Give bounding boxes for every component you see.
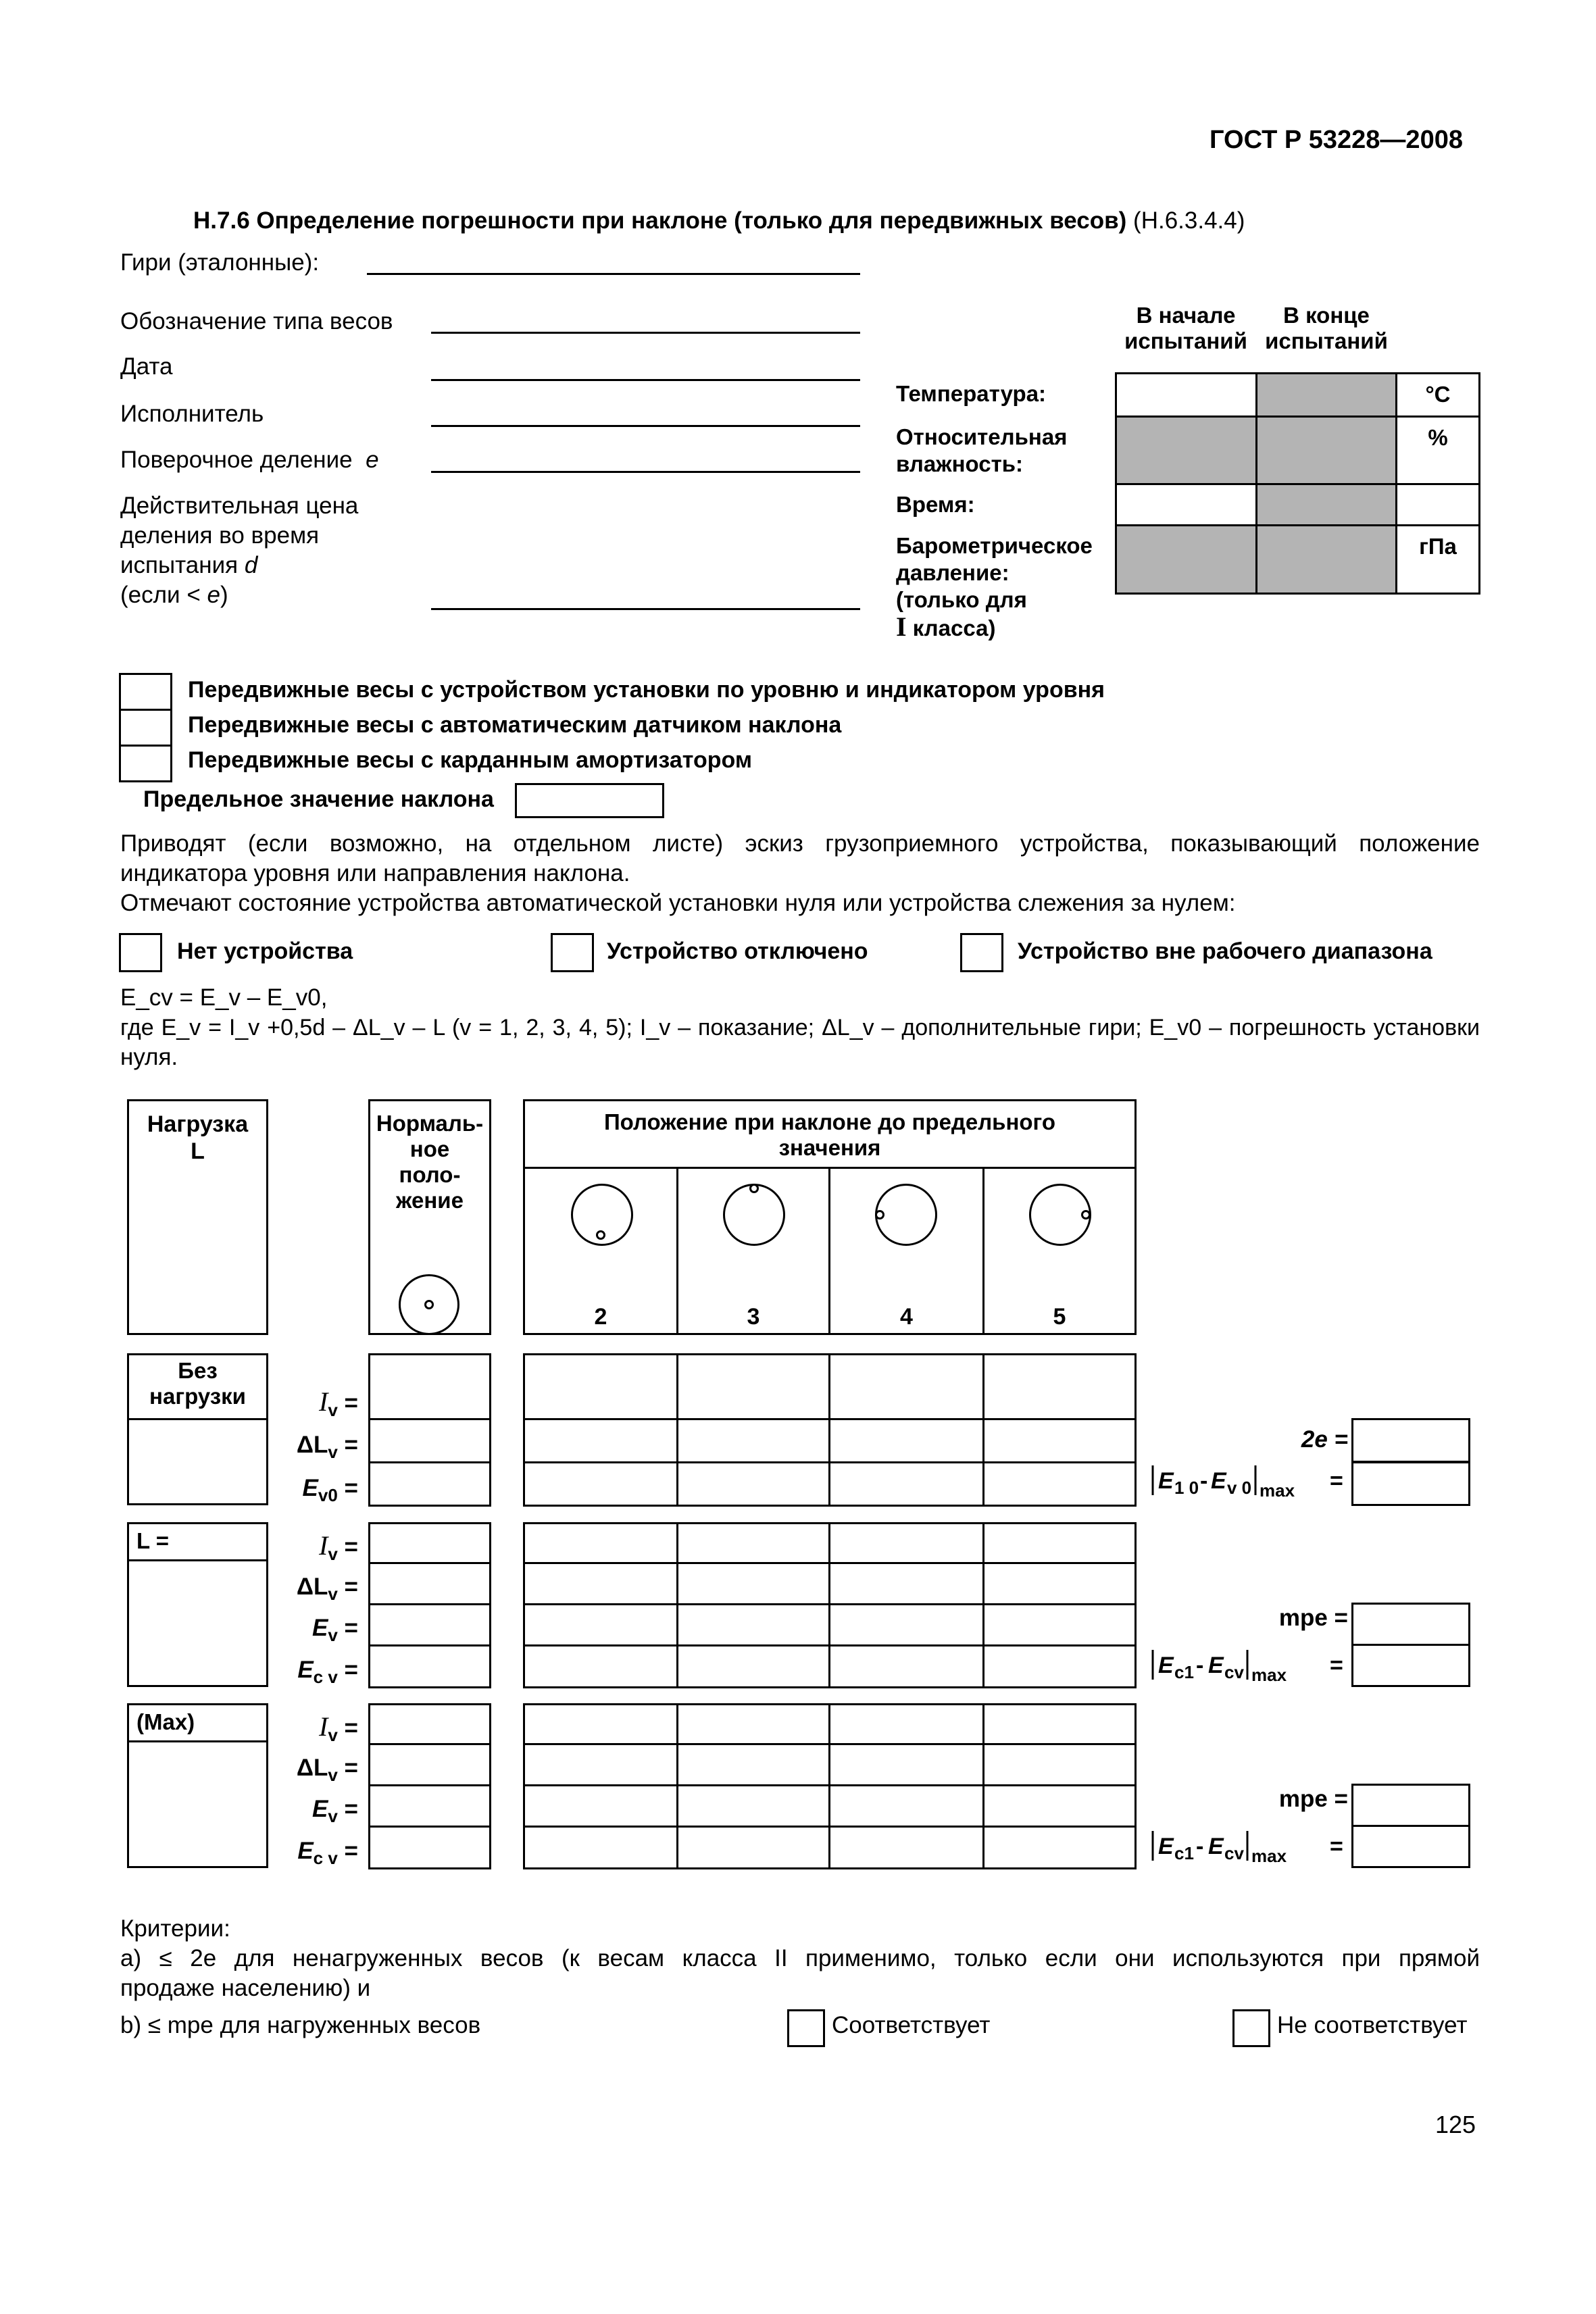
max-row-1-col-3[interactable] — [676, 1703, 830, 1745]
env-temp-label: Температура: — [896, 381, 1047, 406]
load-header-2: L — [191, 1138, 205, 1164]
actual-line-1: Действительная цена — [120, 493, 359, 519]
opt2-label: Передвижные весы с автоматическим датчиком наклона — [188, 712, 842, 738]
max-row-equals-3: = — [337, 1796, 358, 1822]
noload-row-3-col-1[interactable] — [368, 1461, 491, 1507]
opt3-checkbox[interactable] — [119, 745, 172, 782]
load-row-equals-2: = — [337, 1574, 358, 1600]
para1-line1: Приводят (если возможно, на отдельном листе) эскиз грузоприемного устройства, показывающий положение — [120, 830, 1480, 857]
normal-header-1: Нормаль- — [376, 1111, 484, 1136]
max-row-2-col-4[interactable] — [828, 1743, 984, 1786]
noload-row-1-col-4[interactable] — [828, 1353, 984, 1420]
doc-id: ГОСТ Р 53228—2008 — [1210, 126, 1463, 154]
level-bubble-bottom — [596, 1230, 605, 1240]
max-row-subscript-4: c v — [313, 1848, 338, 1868]
load-row-1-col-3[interactable] — [676, 1522, 830, 1564]
svg-text:-: - — [1196, 1653, 1204, 1678]
e10-ev0-label — [1149, 1461, 1348, 1503]
noload-row-equals-1: = — [337, 1390, 358, 1416]
level-bubble-right — [1081, 1210, 1091, 1219]
load-row-4-col-1[interactable] — [368, 1644, 491, 1688]
e10-ev0-formula — [1149, 1461, 1348, 1503]
noload-row-3-col-4[interactable] — [828, 1461, 984, 1507]
env-baro-label — [896, 532, 1093, 642]
criteria-a-1: a) ≤ 2e для ненагруженных весов (к весам класса II применимо, только если они используются при прямой — [120, 1945, 1480, 1971]
max-row-4-col-1[interactable] — [368, 1826, 491, 1869]
tilt-header-1: Положение при наклоне до предельного — [603, 1109, 1056, 1134]
load-row-1-col-1[interactable] — [368, 1522, 491, 1564]
noload-row-label-1 — [264, 1388, 358, 1424]
svg-text:=: = — [1330, 1468, 1343, 1494]
noload-divider — [127, 1418, 268, 1420]
load-row-subscript-1: v — [328, 1544, 338, 1564]
load-header-1: Нагрузка — [147, 1111, 249, 1137]
verif-div-label — [120, 446, 379, 474]
level-circle-3 — [723, 1184, 785, 1246]
max-row-2-col-3[interactable] — [676, 1743, 830, 1786]
noload-row-subscript-2: v — [328, 1442, 338, 1462]
load-row-subscript-4: c v — [313, 1667, 338, 1687]
tilt-header — [523, 1099, 1137, 1169]
svg-text:E: E — [1208, 1834, 1224, 1859]
zero-none-checkbox[interactable] — [119, 933, 162, 972]
actual-line-4-b: ) — [220, 582, 228, 608]
env-col-end-1: В конце — [1283, 303, 1370, 328]
max-row-label-3 — [264, 1796, 358, 1830]
noload-row-3-col-3[interactable] — [676, 1461, 830, 1507]
noload-row-symbol-2: ΔL — [296, 1432, 328, 1458]
env-hum-label — [896, 424, 1067, 478]
env-col-end-2: испытаний — [1265, 328, 1388, 353]
max-row-subscript-3: v — [328, 1806, 338, 1826]
load-row-symbol-2: ΔL — [296, 1574, 328, 1600]
verif-div-line[interactable] — [431, 471, 860, 473]
tilt-header-2: значения — [778, 1135, 881, 1160]
svg-text:=: = — [1330, 1653, 1343, 1678]
normal-header-3: поло- — [399, 1162, 461, 1187]
load-row-2-col-1[interactable] — [368, 1562, 491, 1605]
noload-row-1-col-5[interactable] — [982, 1353, 1137, 1420]
date-label: Дата — [120, 353, 173, 380]
max-row-symbol-4: E — [297, 1838, 314, 1864]
l-divider[interactable] — [127, 1559, 268, 1561]
ec1-ecv-formula-2 — [1149, 1827, 1348, 1869]
opt3-label: Передвижные весы с карданным амортизатором — [188, 747, 752, 773]
level-bubble-center — [424, 1300, 434, 1309]
max-row-symbol-3: E — [312, 1796, 328, 1822]
criteria-title: Критерии: — [120, 1915, 230, 1942]
para2: Отмечают состояние устройства автоматической установки нуля или устройства слежения за нулем: — [120, 890, 1236, 916]
load-row-label-4 — [264, 1657, 358, 1690]
notok-checkbox[interactable] — [1232, 2009, 1270, 2047]
max-row-subscript-2: v — [328, 1765, 338, 1785]
load-row-2-col-2[interactable] — [523, 1562, 678, 1605]
criteria-b: b) ≤ mpe для нагруженных весов — [120, 2012, 481, 2038]
max-row-1-col-4[interactable] — [828, 1703, 984, 1745]
load-row-3-col-3[interactable] — [676, 1603, 830, 1646]
max-row-1-col-1[interactable] — [368, 1703, 491, 1745]
executor-label: Исполнитель — [120, 401, 264, 427]
formula-where-1: где E_v = I_v +0,5d – ΔL_v – L (v = 1, 2, 3, 4, 5); I_v – показание; ΔL_v – дополнительные гири; E_v0 – погрешность установки — [120, 1015, 1480, 1040]
env-baro-1: Барометрическое — [896, 533, 1093, 558]
env-col-end — [1255, 303, 1397, 354]
max-row-1-col-2[interactable] — [523, 1703, 678, 1745]
noload-row-symbol-1: I — [319, 1386, 328, 1417]
page-number: 125 — [1435, 2111, 1476, 2138]
tilt-col-5 — [982, 1167, 1137, 1335]
svg-text:cv: cv — [1224, 1662, 1244, 1682]
mpe-label-1: mpe = — [1278, 1605, 1348, 1631]
env-baro-4-text: класса) — [906, 615, 996, 640]
noload-row-label-3 — [264, 1475, 358, 1509]
env-col-start-1: В начале — [1136, 303, 1236, 328]
hum-start-cell — [1115, 416, 1257, 485]
svg-text:max: max — [1251, 1846, 1287, 1866]
svg-text:c1: c1 — [1174, 1662, 1194, 1682]
noload-row-equals-2: = — [337, 1432, 358, 1458]
max-row-3-col-5[interactable] — [982, 1784, 1137, 1828]
env-hum-1: Относительная — [896, 424, 1068, 449]
load-row-4-col-5[interactable] — [982, 1644, 1137, 1688]
load-row-equals-4: = — [337, 1657, 358, 1683]
max-row-label-4 — [264, 1838, 358, 1871]
svg-text:-: - — [1200, 1468, 1208, 1494]
noload-row-3-col-2[interactable] — [523, 1461, 678, 1507]
type-line[interactable] — [431, 332, 860, 334]
section-title-ref: (Н.6.3.4.4) — [1126, 207, 1245, 234]
svg-text:cv: cv — [1224, 1843, 1244, 1863]
actual-symbol-e: e — [207, 582, 220, 608]
noload-row-label-2 — [264, 1432, 358, 1465]
formula-where-2: нуля. — [120, 1044, 178, 1070]
noload-row-2-col-5[interactable] — [982, 1418, 1137, 1463]
env-col-start — [1115, 303, 1257, 354]
tilt-col-4-label: 4 — [900, 1304, 913, 1330]
max-row-2-col-5[interactable] — [982, 1743, 1137, 1786]
normal-header-2: ное — [409, 1136, 450, 1161]
e10-ev0-input[interactable] — [1351, 1461, 1470, 1506]
weights-line[interactable] — [367, 273, 860, 275]
weights-label: Гири (эталонные): — [120, 249, 320, 276]
load-row-symbol-4: E — [297, 1657, 314, 1683]
noload-row-2-col-1[interactable] — [368, 1418, 491, 1463]
load-row-1-col-2[interactable] — [523, 1522, 678, 1564]
para1-line2: индикатора уровня или направления наклона. — [120, 860, 630, 886]
verif-div-text: Поверочное деление — [120, 447, 353, 473]
max-row-3-col-4[interactable] — [828, 1784, 984, 1828]
env-hum-2: влажность: — [896, 451, 1024, 476]
executor-line[interactable] — [431, 425, 860, 427]
svg-text:max: max — [1251, 1665, 1287, 1685]
ok-checkbox[interactable] — [787, 2009, 825, 2047]
ec1-ecv-formula-1 — [1149, 1646, 1348, 1688]
date-line[interactable] — [431, 379, 860, 381]
time-start-cell[interactable] — [1115, 483, 1257, 526]
load-row-4-col-4[interactable] — [828, 1644, 984, 1688]
max-row-4-col-2[interactable] — [523, 1826, 678, 1869]
max-row-symbol-1: I — [319, 1711, 328, 1742]
actual-line[interactable] — [431, 608, 860, 610]
ok-label: Соответствует — [832, 2012, 991, 2038]
hum-end-cell — [1255, 416, 1397, 485]
actual-line-3-text: испытания — [120, 552, 239, 578]
svg-text:max: max — [1260, 1480, 1295, 1501]
temp-unit: °C — [1395, 372, 1480, 418]
mpe-input-1[interactable] — [1351, 1603, 1470, 1646]
noload-row-2-col-3[interactable] — [676, 1418, 830, 1463]
load-row-3-col-5[interactable] — [982, 1603, 1137, 1646]
svg-text:v 0: v 0 — [1227, 1478, 1252, 1498]
env-time-label: Время: — [896, 492, 975, 517]
opt1-label: Передвижные весы с устройством установки по уровню и индикатором уровня — [188, 677, 1105, 703]
env-baro-3: (только для — [896, 587, 1027, 612]
mpe-label-2: mpe = — [1278, 1786, 1348, 1812]
env-col-start-2: испытаний — [1124, 328, 1247, 353]
level-circle-normal — [399, 1274, 459, 1335]
load-row-1-col-4[interactable] — [828, 1522, 984, 1564]
noload-label — [127, 1358, 268, 1409]
ec1-ecv-label-2 — [1149, 1827, 1348, 1869]
normal-header-4: жение — [396, 1188, 464, 1213]
actual-line-2: деления во время — [120, 522, 320, 549]
env-baro-class: I — [896, 611, 907, 642]
level-circle-2 — [571, 1184, 633, 1246]
noload-row-2-col-4[interactable] — [828, 1418, 984, 1463]
max-row-4-col-4[interactable] — [828, 1826, 984, 1869]
noload-row-subscript-3: v0 — [318, 1485, 338, 1505]
env-baro-4 — [896, 613, 1093, 642]
limit-input[interactable] — [515, 783, 664, 818]
load-header — [127, 1099, 268, 1335]
load-row-4-col-3[interactable] — [676, 1644, 830, 1688]
svg-text:=: = — [1330, 1834, 1343, 1859]
baro-start-cell — [1115, 524, 1257, 595]
load-row-equals-3: = — [337, 1615, 358, 1641]
two-e-input[interactable] — [1351, 1418, 1470, 1463]
temp-start-cell[interactable] — [1115, 372, 1257, 418]
max-row-3-col-2[interactable] — [523, 1784, 678, 1828]
section-title — [193, 207, 1245, 235]
load-row-4-col-2[interactable] — [523, 1644, 678, 1688]
load-row-subscript-3: v — [328, 1625, 338, 1645]
zero-off-checkbox[interactable] — [551, 933, 594, 972]
noload-label-1: Без — [178, 1358, 218, 1383]
max-row-4-col-5[interactable] — [982, 1826, 1137, 1869]
noload-label-2: нагрузки — [149, 1384, 246, 1409]
baro-unit: гПа — [1395, 524, 1480, 595]
svg-text:-: - — [1196, 1834, 1204, 1859]
ec1-ecv-input-1[interactable] — [1351, 1644, 1470, 1687]
noload-row-1-col-2[interactable] — [523, 1353, 678, 1420]
notok-label: Не соответствует — [1277, 2012, 1468, 2038]
load-row-label-3 — [264, 1615, 358, 1649]
tilt-col-5-label: 5 — [1053, 1304, 1066, 1330]
criteria-a-2: продаже населению) и — [120, 1975, 371, 2001]
temp-end-cell — [1255, 372, 1397, 418]
load-row-1-col-5[interactable] — [982, 1522, 1137, 1564]
load-row-symbol-3: E — [312, 1615, 328, 1641]
section-title-bold: Н.7.6 Определение погрешности при наклоне (только для передвижных весов) — [193, 207, 1127, 234]
verif-div-symbol: e — [366, 447, 379, 473]
noload-row-equals-3: = — [337, 1475, 358, 1501]
noload-row-2-col-2[interactable] — [523, 1418, 678, 1463]
hum-unit: % — [1395, 416, 1480, 485]
max-row-equals-1: = — [337, 1715, 358, 1741]
time-end-cell — [1255, 483, 1397, 526]
two-e-label — [1203, 1426, 1348, 1453]
opt1-checkbox[interactable] — [119, 673, 172, 711]
max-row-equals-4: = — [337, 1838, 358, 1864]
load-row-subscript-2: v — [328, 1584, 338, 1604]
mpe-input-2[interactable] — [1351, 1784, 1470, 1827]
limit-label: Предельное значение наклона — [143, 786, 494, 812]
actual-symbol-d: d — [244, 552, 258, 578]
svg-text:E: E — [1211, 1468, 1226, 1494]
level-bubble-top — [749, 1184, 759, 1193]
max-row-3-col-3[interactable] — [676, 1784, 830, 1828]
ec1-ecv-input-2[interactable] — [1351, 1825, 1470, 1868]
svg-text:E: E — [1158, 1834, 1174, 1859]
load-row-3-col-4[interactable] — [828, 1603, 984, 1646]
load-row-3-col-1[interactable] — [368, 1603, 491, 1646]
svg-text:c1: c1 — [1174, 1843, 1194, 1863]
two-e-text: 2e = — [1301, 1426, 1348, 1453]
env-baro-2: давление: — [896, 560, 1009, 585]
svg-text:E: E — [1158, 1468, 1174, 1494]
zero-out-label: Устройство вне рабочего диапазона — [1018, 938, 1432, 964]
type-label: Обозначение типа весов — [120, 308, 393, 334]
load-row-2-col-5[interactable] — [982, 1562, 1137, 1605]
max-row-2-col-1[interactable] — [368, 1743, 491, 1786]
noload-row-1-col-1[interactable] — [368, 1353, 491, 1420]
actual-line-3 — [120, 551, 257, 580]
max-row-1-col-5[interactable] — [982, 1703, 1137, 1745]
load-row-2-col-4[interactable] — [828, 1562, 984, 1605]
actual-line-4-a: (если < — [120, 582, 207, 608]
load-row-3-col-2[interactable] — [523, 1603, 678, 1646]
max-row-4-col-3[interactable] — [676, 1826, 830, 1869]
actual-line-4 — [120, 581, 228, 609]
max-row-label-2 — [264, 1755, 358, 1788]
max-row-subscript-1: v — [328, 1725, 338, 1745]
svg-text:1 0: 1 0 — [1174, 1478, 1199, 1498]
max-row-equals-2: = — [337, 1755, 358, 1781]
opt2-checkbox[interactable] — [119, 709, 172, 747]
l-label: L = — [136, 1528, 170, 1553]
zero-off-label: Устройство отключено — [607, 938, 868, 964]
max-label: (Max) — [136, 1709, 195, 1734]
max-row-3-col-1[interactable] — [368, 1784, 491, 1828]
svg-text:E: E — [1158, 1653, 1174, 1678]
time-unit-cell — [1395, 483, 1480, 526]
noload-row-3-col-5[interactable] — [982, 1461, 1137, 1507]
max-divider — [127, 1740, 268, 1742]
svg-text:E: E — [1208, 1653, 1224, 1678]
level-circle-5 — [1029, 1184, 1091, 1246]
tilt-col-2-label: 2 — [594, 1304, 607, 1330]
noload-row-subscript-1: v — [328, 1400, 338, 1420]
tilt-col-4 — [828, 1167, 984, 1335]
tilt-col-3 — [676, 1167, 830, 1335]
tilt-col-3-label: 3 — [747, 1304, 760, 1330]
baro-end-cell — [1255, 524, 1397, 595]
noload-row-symbol-3: E — [302, 1475, 318, 1501]
load-row-label-2 — [264, 1574, 358, 1607]
max-row-2-col-2[interactable] — [523, 1743, 678, 1786]
level-circle-4 — [875, 1184, 937, 1246]
tilt-col-2 — [523, 1167, 678, 1335]
max-row-label-1 — [264, 1713, 358, 1749]
load-row-symbol-1: I — [319, 1530, 328, 1561]
zero-out-checkbox[interactable] — [960, 933, 1003, 972]
formula-eq: E_cv = E_v – E_v0, — [120, 984, 328, 1011]
zero-none-label: Нет устройства — [177, 938, 353, 964]
load-row-equals-1: = — [337, 1534, 358, 1560]
load-row-2-col-3[interactable] — [676, 1562, 830, 1605]
ec1-ecv-label-1 — [1149, 1646, 1348, 1688]
max-row-symbol-2: ΔL — [296, 1755, 328, 1781]
noload-row-1-col-3[interactable] — [676, 1353, 830, 1420]
load-row-label-1 — [264, 1532, 358, 1567]
level-bubble-left — [875, 1210, 884, 1219]
